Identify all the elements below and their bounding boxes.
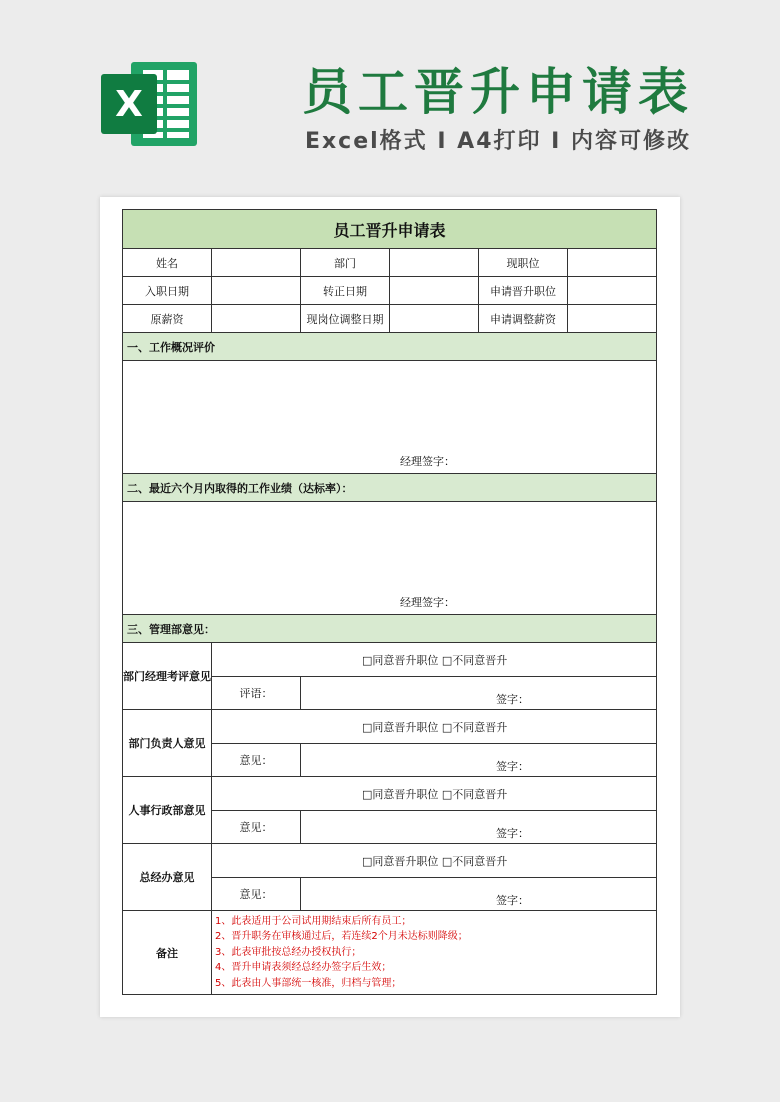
label-department: 部门 (301, 249, 390, 277)
section-work-evaluation: 一、工作概况评价 (123, 333, 657, 361)
field-regularization-date[interactable] (390, 277, 479, 305)
label-current-position: 现职位 (479, 249, 568, 277)
manager-signature-label: 经理签字： (400, 596, 455, 609)
note-item: 1、此表适用于公司试用期结束后所有员工； (215, 915, 412, 927)
notes-label: 备注 (123, 911, 212, 995)
field-name[interactable] (212, 249, 301, 277)
approval-options[interactable]: □同意晋升职位 □不同意晋升 (212, 844, 657, 878)
label-name: 姓名 (123, 249, 212, 277)
label-target-salary: 申请调整薪资 (479, 305, 568, 333)
approval-options[interactable]: □同意晋升职位 □不同意晋升 (212, 643, 657, 677)
page-subtitle: Excel格式 I A4打印 I 内容可修改 (304, 129, 692, 154)
form-sheet (100, 197, 680, 1017)
section-performance: 二、最近六个月内取得的工作业绩（达标率）： (123, 474, 657, 502)
approval-label: 总经办意见 (123, 844, 212, 911)
field-adjust-date[interactable] (390, 305, 479, 333)
field-hire-date[interactable] (212, 277, 301, 305)
logo-letter: X (115, 84, 143, 125)
section-management-opinion: 三、管理部意见： (123, 615, 657, 643)
field-department[interactable] (390, 249, 479, 277)
signature-label: 签字： (496, 693, 529, 706)
comment-label: 意见： (212, 744, 301, 777)
field-original-salary[interactable] (212, 305, 301, 333)
signature-label: 签字： (496, 827, 529, 840)
signature-label: 签字： (496, 760, 529, 773)
notes-list (212, 911, 657, 995)
field-current-position[interactable] (568, 249, 657, 277)
comment-field[interactable] (301, 744, 657, 777)
comment-label: 意见： (212, 811, 301, 844)
field-target-position[interactable] (568, 277, 657, 305)
comment-label: 评语： (212, 677, 301, 710)
approval-label: 人事行政部意见 (123, 777, 212, 844)
comment-field[interactable] (301, 677, 657, 710)
form-title: 员工晋升申请表 (123, 210, 657, 249)
note-item: 4、晋升申请表须经总经办签字后生效； (215, 962, 392, 974)
performance-box[interactable] (123, 502, 657, 615)
field-target-salary[interactable] (568, 305, 657, 333)
label-original-salary: 原薪资 (123, 305, 212, 333)
label-regularization-date: 转正日期 (301, 277, 390, 305)
excel-logo-icon (101, 58, 199, 150)
signature-label: 签字： (496, 894, 529, 907)
label-hire-date: 入职日期 (123, 277, 212, 305)
label-target-position: 申请晋升职位 (479, 277, 568, 305)
comment-field[interactable] (301, 811, 657, 844)
note-item: 3、此表审批按总经办授权执行； (215, 946, 362, 958)
manager-signature-label: 经理签字： (400, 455, 455, 468)
approval-options[interactable]: □同意晋升职位 □不同意晋升 (212, 710, 657, 744)
approval-options[interactable]: □同意晋升职位 □不同意晋升 (212, 777, 657, 811)
comment-label: 意见： (212, 878, 301, 911)
approval-label: 部门负责人意见 (123, 710, 212, 777)
promotion-form-table (122, 209, 657, 995)
note-item: 5、此表由人事部统一核准，归档与管理； (215, 977, 402, 989)
label-adjust-date: 现岗位调整日期 (301, 305, 390, 333)
banner (0, 0, 780, 190)
work-evaluation-box[interactable] (123, 361, 657, 474)
note-item: 2、晋升职务在审核通过后，若连续2个月未达标则降级； (215, 931, 468, 943)
approval-label: 部门经理考评意见 (123, 643, 212, 710)
comment-field[interactable] (301, 878, 657, 911)
page-title: 员工晋升申请表 (302, 63, 694, 121)
